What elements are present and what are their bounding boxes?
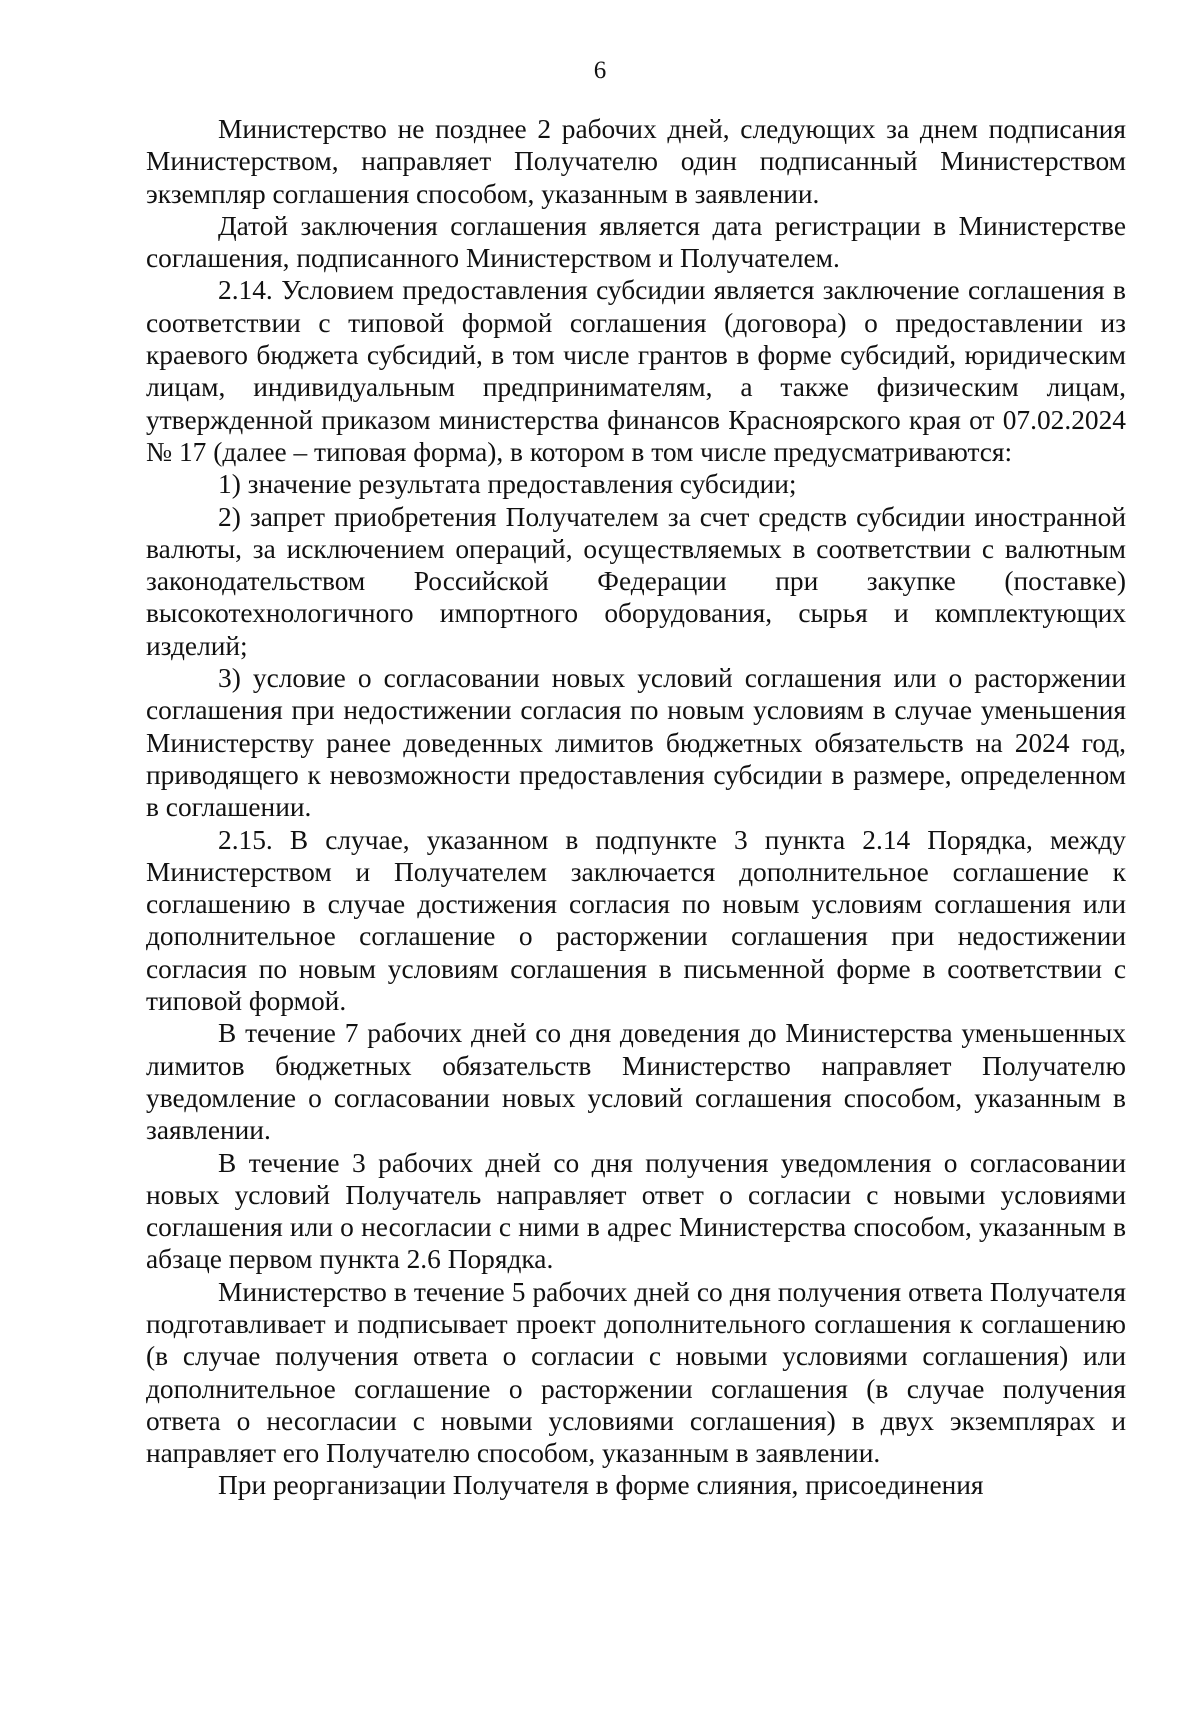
- paragraph-5-days: Министерство в течение 5 рабочих дней со дня получения ответа Получателя подготавливает и подписывает проект дополнительного соглашения к соглашению (в случае получения ответа о согласии с новыми условиями соглашения) или дополнительное соглашение о расторжении соглашения (в случае получения ответа о несогласии с новыми условиями соглашения) в двух экземплярах и направляет его Получателю способом, указанным в заявлении.: [146, 1276, 1126, 1469]
- paragraph-2-14: 2.14. Условием предоставления субсидии является заключение соглашения в соответствии с типовой формой соглашения (договора) о предоставлении из краевого бюджета субсидий, в том числе грантов в форме субсидий, юридическим лицам, индивидуальным предпринимателям, а также физическим лицам, утвержденной приказом министерства финансов Красноярского края от 07.02.2024 № 17 (далее – типовая форма), в котором в том числе предусматриваются:: [146, 275, 1126, 467]
- list-item-2: 2) запрет приобретения Получателем за счет средств субсидии иностранной валюты, за исключением операций, осуществляемых в соответствии с валютным законодательством Российской Федерации при закупке (поставке) высокотехнологичного импортного оборудования, сырья и комплектующих изделий;: [146, 501, 1126, 661]
- page-number: 6: [593, 57, 607, 84]
- paragraph-conclusion-date: Датой заключения соглашения является дата регистрации в Министерстве соглашения, подписанного Министерством и Получателем.: [146, 210, 1126, 274]
- paragraph-reorganization: При реорганизации Получателя в форме слияния, присоединения: [218, 1470, 984, 1501]
- paragraph-7-days: В течение 7 рабочих дней со дня доведения до Министерства уменьшенных лимитов бюджетных обязательств Министерство направляет Получателю уведомление о согласовании новых условий соглашения способом, указанным в заявлении.: [146, 1018, 1126, 1146]
- list-item-3: 3) условие о согласовании новых условий соглашения или о расторжении соглашения при недостижении согласия по новым условиям в случае уменьшения Министерству ранее доведенных лимитов бюджетных обязательств на 2024 год, приводящего к невозможности предоставления субсидии в размере, определенном в соглашении.: [146, 663, 1126, 823]
- paragraph-2-15: 2.15. В случае, указанном в подпункте 3 пункта 2.14 Порядка, между Министерством и Получателем заключается дополнительное соглашение к соглашению в случае достижения согласия по новым условиям соглашения или дополнительное соглашение о расторжении соглашения при недостижении согласия по новым условиям соглашения в письменной форме в соответствии с типовой формой.: [146, 824, 1126, 1017]
- paragraph-signed-copy: Министерство не позднее 2 рабочих дней, следующих за днем подписания Министерством, направляет Получателю один подписанный Министерством экземпляр соглашения способом, указанным в заявлении.: [146, 114, 1126, 209]
- list-item-1: 1) значение результата предоставления субсидии;: [218, 469, 797, 500]
- body-text: [146, 113, 1126, 1502]
- paragraph-3-days: В течение 3 рабочих дней со дня получения уведомления о согласовании новых условий Получатель направляет ответ о согласии с новыми условиями соглашения или о несогласии с ними в адрес Министерства способом, указанным в абзаце первом пункта 2.6 Порядка.: [146, 1147, 1126, 1275]
